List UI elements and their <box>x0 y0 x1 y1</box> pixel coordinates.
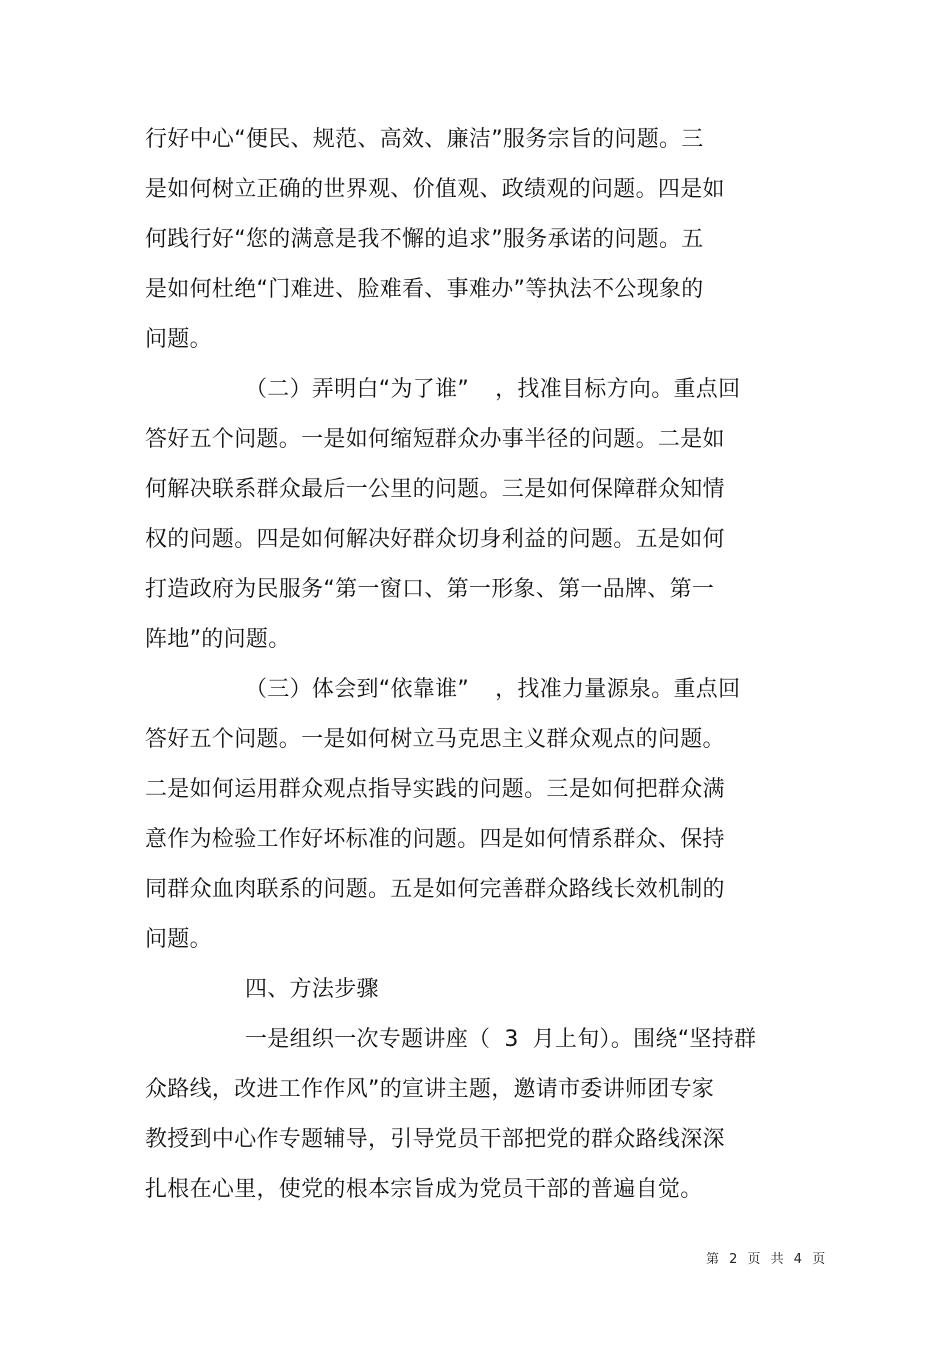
text-line-1: 行好中心“便民、规范、高效、廉洁”服务宗旨的问题。三 <box>145 127 704 152</box>
section-3-heading: （三）体会到“依靠谁” <box>245 677 470 702</box>
page-number-footer: 第 2 页 共 4 页 <box>706 1252 829 1267</box>
section-2-heading-tail: ，找准目标方向。重点回 <box>495 377 741 402</box>
text-line-5: 问题。 <box>145 327 212 352</box>
text-line-14: 同群众血肉联系的问题。五是如何完善群众路线长效机制的 <box>145 877 725 902</box>
text-line-9: 打造政府为民服务“第一窗口、第一形象、第一品牌、第一 <box>145 577 715 602</box>
section-3-heading-tail: ，找准力量源泉。重点回 <box>495 677 741 702</box>
text-line-6: 答好五个问题。一是如何缩短群众办事半径的问题。二是如 <box>145 427 725 452</box>
step-1-number: 3 <box>504 1027 519 1052</box>
text-line-4: 是如何杜绝“门难进、脸难看、事难办”等执法不公现象的 <box>145 277 704 302</box>
section-2-heading-line <box>245 375 740 405</box>
text-line-8: 权的问题。四是如何解决好群众切身利益的问题。五是如何 <box>145 527 725 552</box>
text-line-17: 教授到中心作专题辅导，引导党员干部把党的群众路线深深 <box>145 1127 725 1152</box>
text-line-2: 是如何树立正确的世界观、价值观、政绩观的问题。四是如 <box>145 177 725 202</box>
text-line-13: 意作为检验工作好坏标准的问题。四是如何情系群众、保持 <box>145 827 725 852</box>
step-1-heading: 一是组织一次专题讲座（ <box>245 1027 491 1052</box>
text-line-10: 阵地”的问题。 <box>145 627 291 652</box>
section-3-heading-line <box>245 675 740 705</box>
text-line-11: 答好五个问题。一是如何树立马克思主义群众观点的问题。 <box>145 727 725 752</box>
step-1-heading-line <box>245 1025 756 1055</box>
text-line-12: 二是如何运用群众观点指导实践的问题。三是如何把群众满 <box>145 777 725 802</box>
section-4-heading: 四、方法步骤 <box>245 977 379 1002</box>
step-1-heading-tail: 月上旬）。围绕“坚持群 <box>532 1027 757 1052</box>
text-line-16: 众路线，改进工作作风”的宣讲主题，邀请市委讲师团专家 <box>145 1077 715 1102</box>
text-line-15: 问题。 <box>145 927 212 952</box>
text-line-7: 何解决联系群众最后一公里的问题。三是如何保障群众知情 <box>145 477 725 502</box>
section-2-heading: （二）弄明白“为了谁” <box>245 377 470 402</box>
text-line-18: 扎根在心里，使党的根本宗旨成为党员干部的普遍自觉。 <box>145 1177 703 1202</box>
text-line-3: 何践行好“您的满意是我不懈的追求”服务承诺的问题。五 <box>145 227 704 252</box>
